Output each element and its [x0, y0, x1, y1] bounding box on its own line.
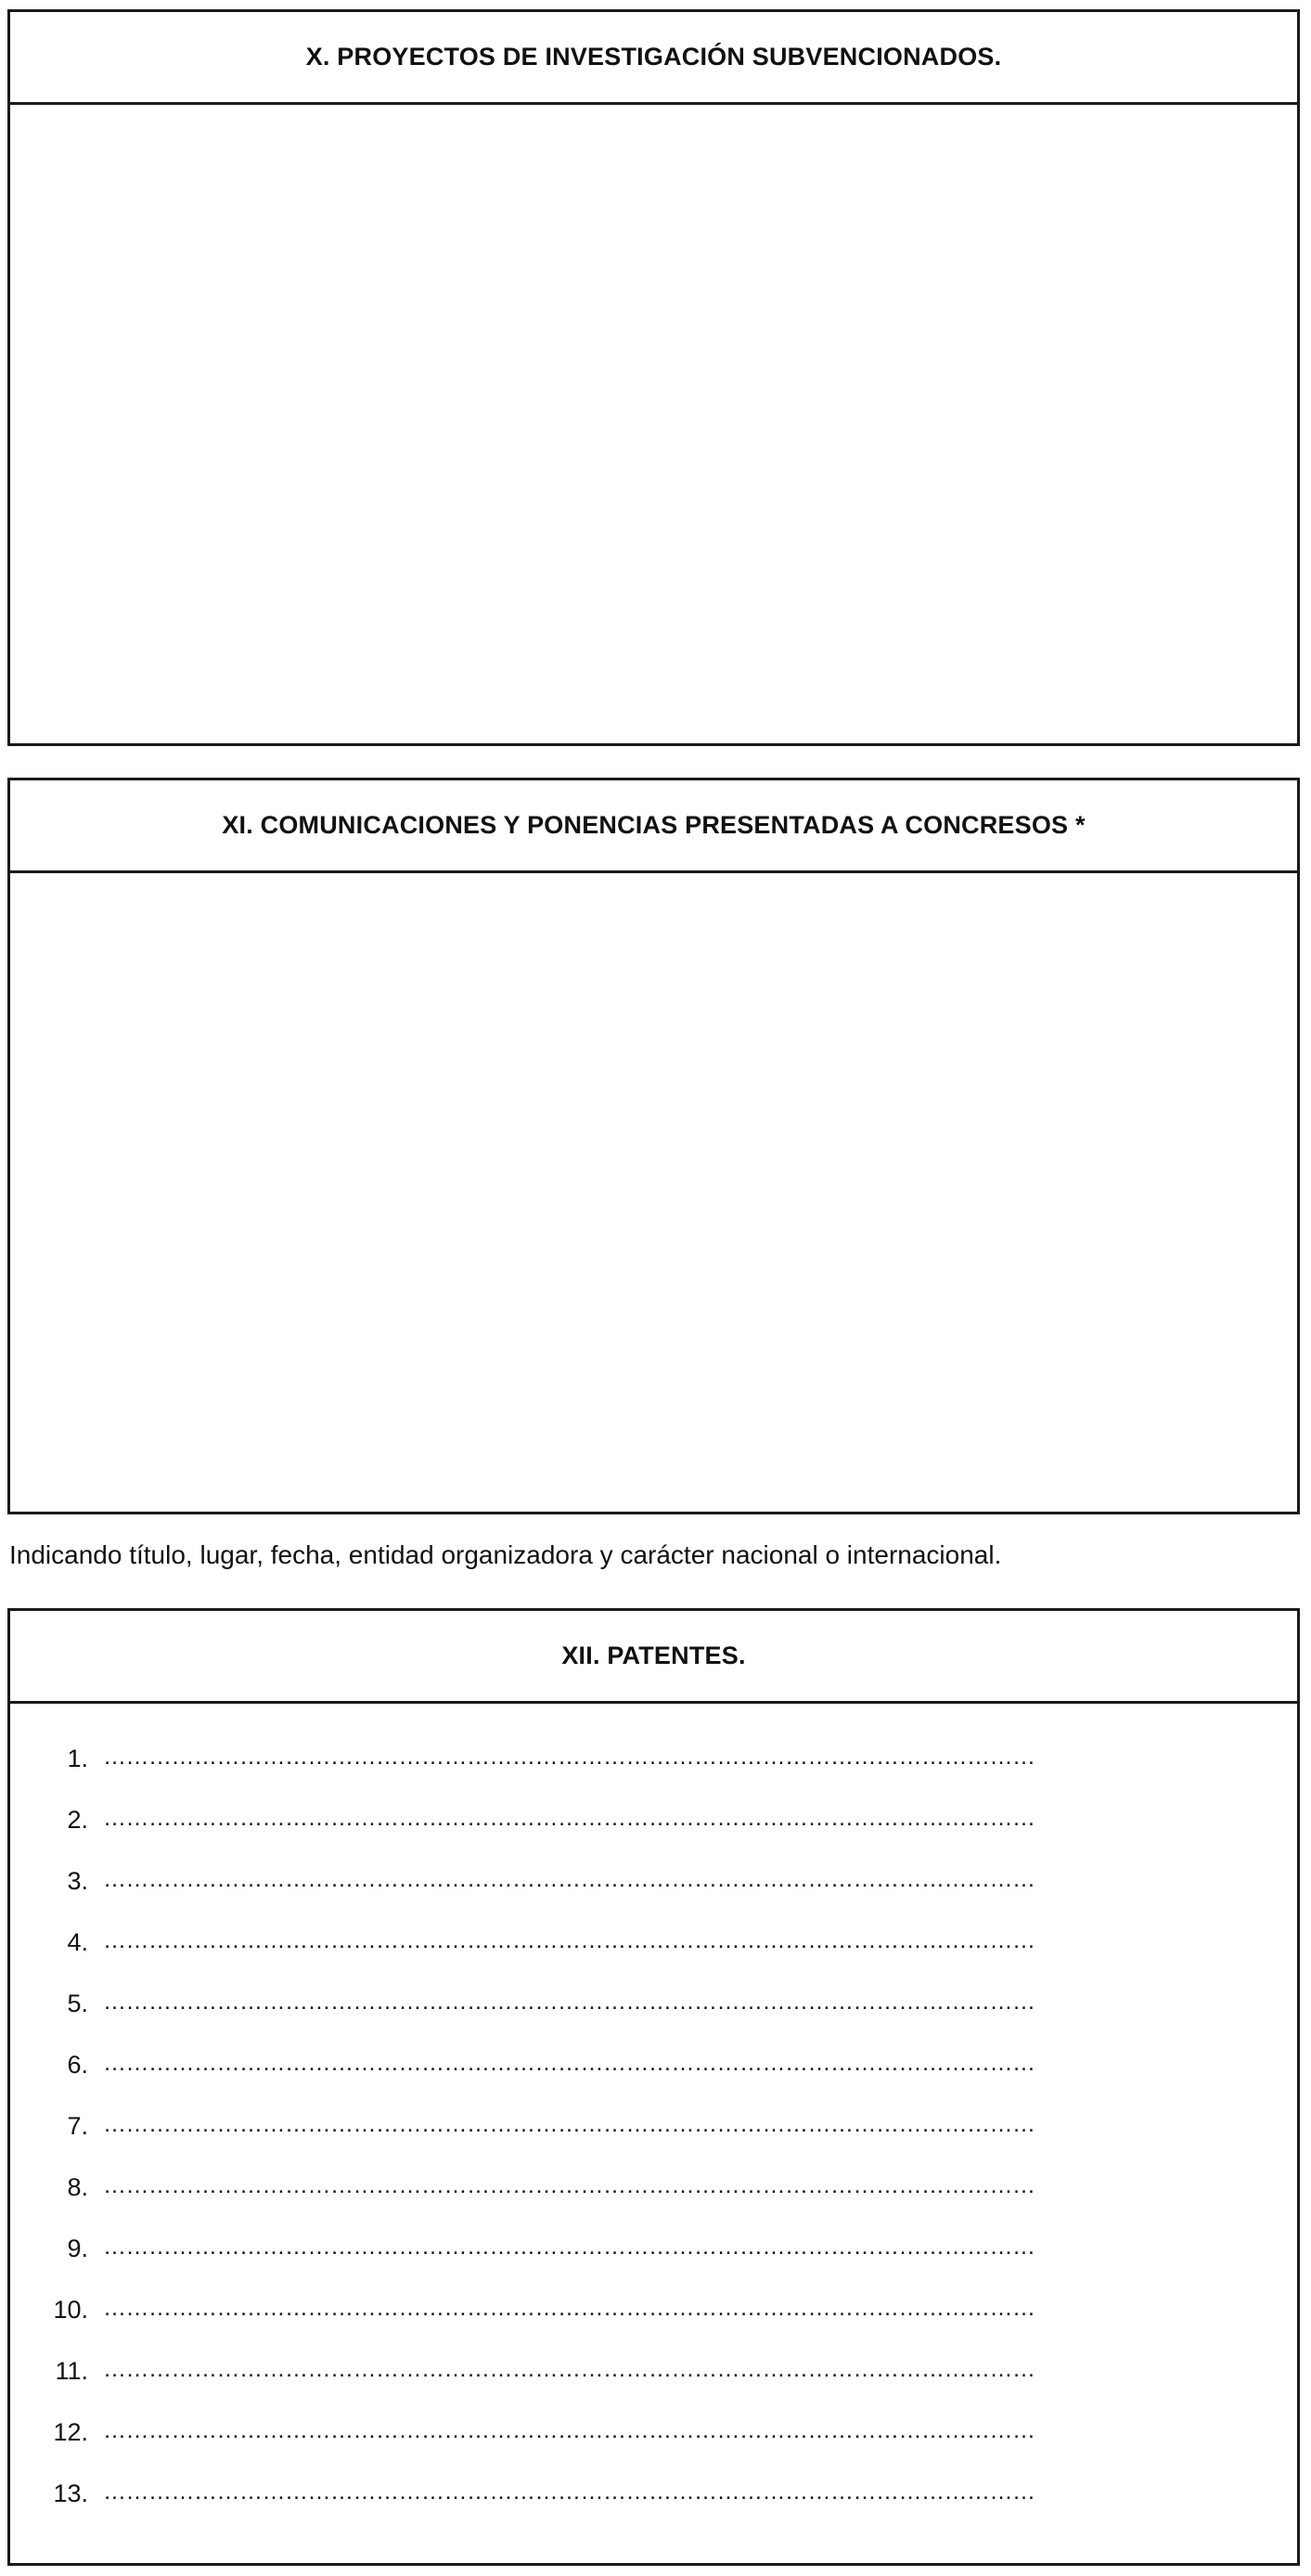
section-xii-title: XII. PATENTES.: [10, 1611, 1297, 1704]
section-x-title: X. PROYECTOS DE INVESTIGACIÓN SUBVENCIONADOS.: [10, 12, 1297, 105]
patent-entry-line[interactable]: ……………………………………………………………………………………………………………: [103, 2357, 1035, 2381]
patent-row[interactable]: [10, 2095, 1297, 2157]
section-xii-box: [7, 1608, 1300, 2566]
patent-entry-line[interactable]: ……………………………………………………………………………………………………………: [103, 2173, 1035, 2197]
patent-entry-line[interactable]: ……………………………………………………………………………………………………………: [103, 2235, 1035, 2259]
patent-entry-line[interactable]: ……………………………………………………………………………………………………………: [103, 2112, 1035, 2136]
patent-number: 6.: [67, 2050, 88, 2079]
patent-row[interactable]: [10, 1728, 1297, 1789]
patent-number: 3.: [67, 1866, 88, 1895]
patent-number: 1.: [67, 1744, 88, 1772]
patent-entry-line[interactable]: ……………………………………………………………………………………………………………: [103, 1806, 1035, 1830]
patent-row[interactable]: [10, 2157, 1297, 2218]
patent-entry-line[interactable]: ……………………………………………………………………………………………………………: [103, 2296, 1035, 2320]
patent-row[interactable]: [10, 2402, 1297, 2463]
patent-number: 4.: [67, 1927, 88, 1956]
patent-row[interactable]: [10, 1789, 1297, 1850]
patent-row[interactable]: [10, 2463, 1297, 2524]
patent-number: 12.: [53, 2417, 88, 2446]
patent-entry-line[interactable]: ……………………………………………………………………………………………………………: [103, 1867, 1035, 1891]
patent-number: 7.: [67, 2111, 88, 2140]
patent-row[interactable]: [10, 1973, 1297, 2034]
patent-entry-line[interactable]: ……………………………………………………………………………………………………………: [103, 1745, 1035, 1769]
patent-number: 8.: [67, 2172, 88, 2201]
patent-row[interactable]: [10, 2218, 1297, 2279]
patent-number: 5.: [67, 1989, 88, 2017]
section-x-body[interactable]: [10, 105, 1297, 743]
patent-number: 2.: [67, 1805, 88, 1834]
patent-row[interactable]: [10, 1850, 1297, 1912]
section-xi-body[interactable]: [10, 873, 1297, 1512]
patent-row[interactable]: [10, 2034, 1297, 2095]
patent-row[interactable]: [10, 2340, 1297, 2402]
patent-list: [10, 1704, 1297, 2524]
section-xi-title: XI. COMUNICACIONES Y PONENCIAS PRESENTADAS A CONCRESOS *: [10, 780, 1297, 873]
patent-entry-line[interactable]: ……………………………………………………………………………………………………………: [103, 2051, 1035, 2075]
patent-number: 9.: [67, 2234, 88, 2262]
patent-number: 13.: [53, 2479, 88, 2507]
section-x-box: [7, 9, 1300, 746]
patent-row[interactable]: [10, 1912, 1297, 1973]
patent-entry-line[interactable]: ……………………………………………………………………………………………………………: [103, 2418, 1035, 2442]
section-xi-box: [7, 778, 1300, 1514]
section-xi-footnote: Indicando título, lugar, fecha, entidad organizadora y carácter nacional o internacional.: [9, 1540, 1002, 1569]
patent-number: 11.: [55, 2356, 88, 2385]
patent-entry-line[interactable]: ……………………………………………………………………………………………………………: [103, 1928, 1035, 1952]
patent-row[interactable]: [10, 2279, 1297, 2340]
patent-number: 10.: [53, 2295, 88, 2324]
patent-entry-line[interactable]: ……………………………………………………………………………………………………………: [103, 1990, 1035, 2014]
patent-entry-line[interactable]: ……………………………………………………………………………………………………………: [103, 2479, 1035, 2504]
